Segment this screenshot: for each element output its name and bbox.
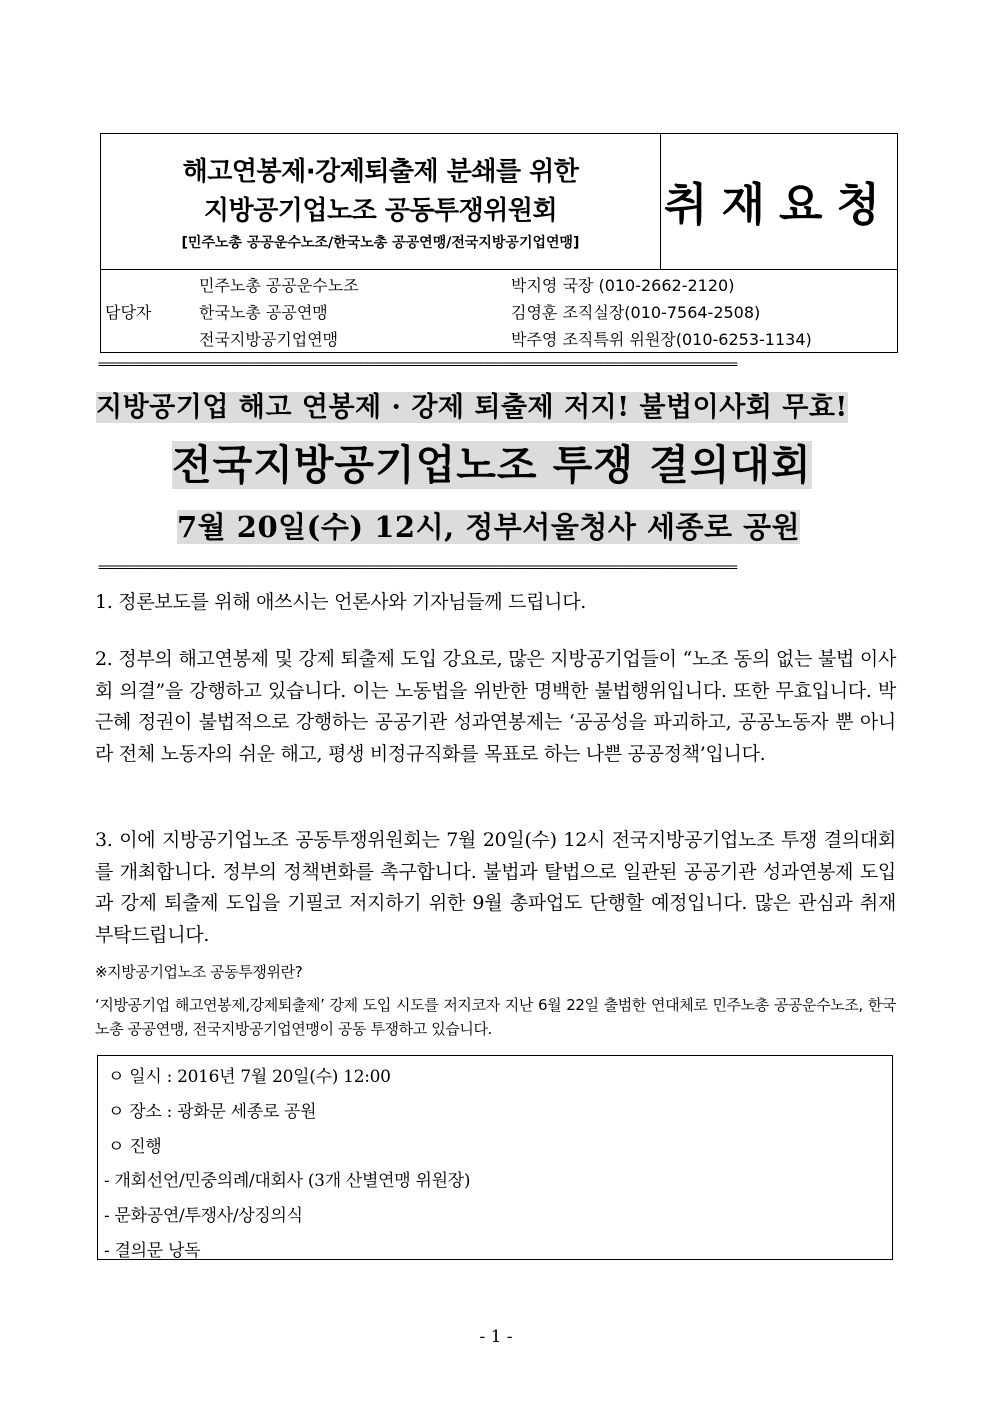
event-place: ㅇ 장소 : 광화문 세종로 공원 [108,1102,317,1122]
headline-slogan: 지방공기업 해고 연봉제 · 강제 퇴출제 저지! 불법이사회 무효! [96,392,848,423]
program-item: - 결의문 낭독 [104,1241,201,1261]
paragraph-1: 1. 정론보도를 위해 애쓰시는 언론사와 기자님들께 드립니다. [95,591,587,613]
org-members: [민주노총 공공운수노조/한국노총 공공연맹/전국지방공기업연맹] [181,235,580,251]
note-text: ‘지방공기업 해고연봉제,강제퇴출제’ 강제 도입 시도를 저지코자 지난 6월 22일 출범한 연대체로 민주노총 공공운수노조, 한국노총 공공연맹, 전국지방공기업연맹이 공동 투쟁하고 있습니다. [95,996,896,1038]
press-header-box [100,133,898,353]
event-program-title: ㅇ 진행 [108,1137,162,1157]
program-item: - 문화공연/투쟁사/상징의식 [104,1206,303,1226]
headline-date-place: 7월 20일(수) 12시, 정부서울청사 세종로 공원 [177,510,801,544]
note-title: ※지방공기업노조 공동투쟁위란? [95,963,303,981]
separator-line: ========================================================================================================== [98,358,737,370]
contact-org: 한국노총 공공연맹 [199,303,328,322]
headline-title: 전국지방공기업노조 투쟁 결의대회 [172,441,812,489]
request-label-block [661,134,897,270]
event-info-box [97,1055,893,1260]
contact-person: 김영훈 조직실장(010-7564-2508) [511,303,761,322]
event-date: ㅇ 일시 : 2016년 7월 20일(수) 12:00 [108,1067,391,1087]
contact-org: 민주노총 공공운수노조 [199,276,359,295]
contact-org: 전국지방공기업연맹 [199,330,339,349]
contacts-block [101,270,897,352]
page-number: - 1 - [479,1327,513,1347]
contact-label: 담당자 [105,303,152,322]
org-title-line2: 지방공기업노조 공동투쟁위원회 [203,196,558,226]
contact-person: 박지영 국장 (010-2662-2120) [511,276,735,295]
paragraph-3: 3. 이에 지방공기업노조 공동투쟁위원회는 7월 20일(수) 12시 전국지방공기업노조 투쟁 결의대회를 개최합니다. 정부의 정책변화를 촉구합니다. 불법과 탈법으로 일관된 공공기관 성과연봉제 도입과 강제 퇴출제 도입을 기필코 저지하기 위한 9월 총파업도 단행할 예정입니다. 많은 관심과 취재 부탁드립니다. [95,829,896,946]
separator-line: ========================================================================================================== [98,561,737,573]
program-item: - 개회선언/민중의례/대회사 (3개 산별연맹 위원장) [104,1171,471,1191]
organization-block [101,134,661,270]
contact-person: 박주영 조직특위 위원장(010-6253-1134) [511,330,812,349]
org-title-line1: 해고연봉제·강제퇴출제 분쇄를 위한 [182,157,579,187]
paragraph-2: 2. 정부의 해고연봉제 및 강제 퇴출제 도입 강요로, 많은 지방공기업들이 “노조 동의 없는 불법 이사회 의결”을 강행하고 있습니다. 이는 노동법을 위반한 명백한 불법행위입니다. 또한 무효입니다. 박근혜 정권이 불법적으로 강행하는 공공기관 성과연봉제는 ‘공공성을 파괴하고, 공공노동자 뿐 아니라 전체 노동자의 쉬운 해고, 평생 비정규직화를 목표로 하는 나쁜 공공정책’입니다. [95,648,896,765]
press-request-label: 취재요청 [664,178,894,231]
